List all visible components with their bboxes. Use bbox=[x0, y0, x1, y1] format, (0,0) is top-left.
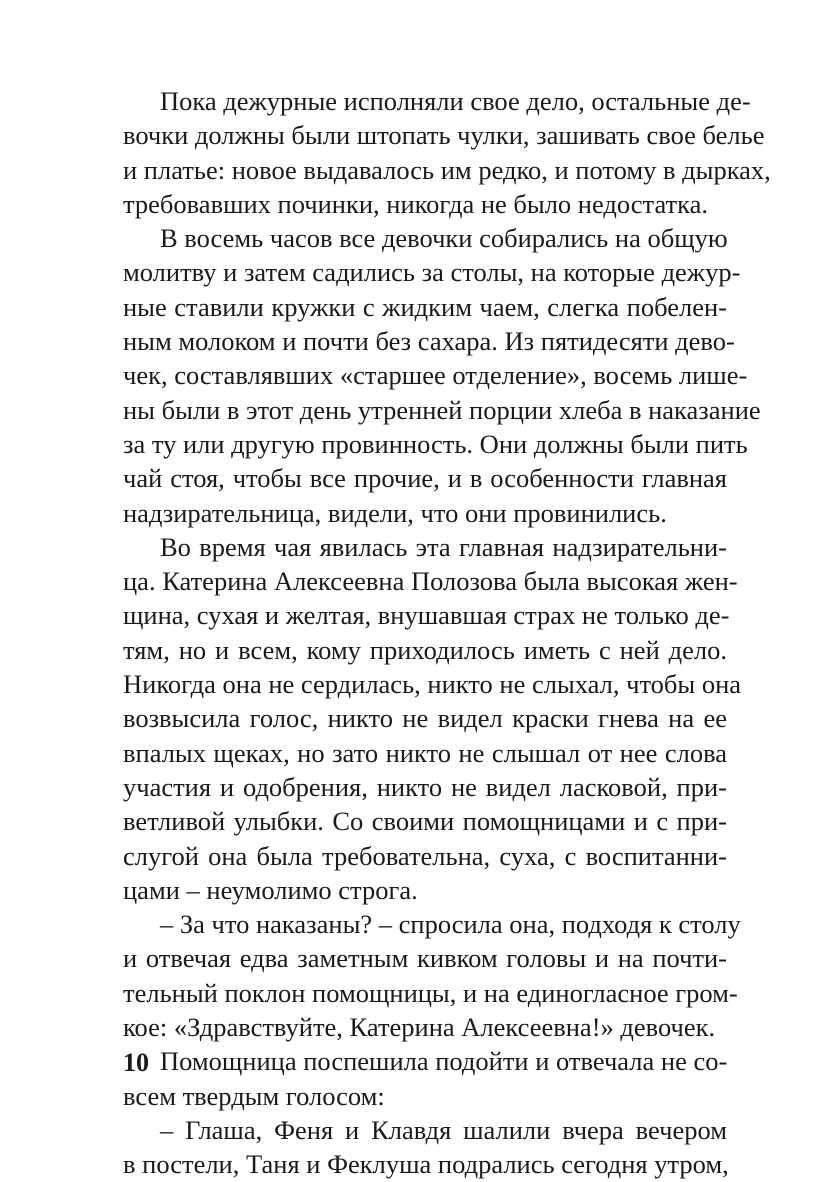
text-line: надзирательница, видели, что они провинились. bbox=[123, 497, 667, 528]
text-line: вочки должны были штопать чулки, зашивать свое белье bbox=[123, 120, 765, 151]
text-line: щина, сухая и желтая, внушавшая страх не только де- bbox=[123, 600, 730, 631]
text-line: требовавших починки, никогда не было недостатка. bbox=[123, 188, 708, 219]
text-line: тельный поклон помощницы, и на единогласное гром- bbox=[123, 977, 738, 1008]
text-line: впалых щеках, но зато никто не слышал от нее слова bbox=[123, 737, 727, 768]
paragraph bbox=[123, 1044, 727, 1113]
text-line: цами – неумолимо строга. bbox=[123, 874, 418, 905]
text-line: ца. Катерина Алексеевна Полозова была высокая жен- bbox=[123, 566, 738, 597]
text-line: – За что наказаны? – спросила она, подходя к столу bbox=[160, 909, 741, 940]
text-line: ные ставили кружки с жидким чаем, слегка побелен- bbox=[123, 291, 727, 322]
text-line: слугой она была требовательна, суха, с воспитанни- bbox=[123, 840, 727, 871]
text-line: ным молоком и почти без сахара. Из пятидесяти дево- bbox=[123, 326, 735, 357]
body-text bbox=[123, 84, 771, 1182]
text-line: участия и одобрения, никто не видел ласковой, при- bbox=[123, 771, 727, 802]
text-line: ны были в этот день утренней порции хлеба в наказание bbox=[123, 394, 761, 425]
text-line: ветливой улыбки. Со своими помощницами и с при- bbox=[123, 806, 727, 837]
text-line: чек, составлявших «старшее отделение», восемь лише- bbox=[123, 360, 748, 391]
text-line: Пока дежурные исполняли свое дело, остальные де- bbox=[160, 86, 751, 116]
paragraph bbox=[123, 530, 742, 907]
text-line: и отвечая едва заметным кивком головы и на почти- bbox=[123, 943, 727, 974]
text-line: В восемь часов все девочки собирались на общую bbox=[160, 223, 728, 254]
text-line: кое: «Здравствуйте, Катерина Алексеевна!» девочек. bbox=[123, 1012, 716, 1043]
text-line: в постели, Таня и Феклуша подрались сегодня утром, bbox=[123, 1149, 729, 1180]
text-line: Никогда она не сердилась, никто не слыхал, чтобы она bbox=[123, 669, 742, 700]
paragraph bbox=[123, 907, 741, 1044]
text-line: – Глаша, Феня и Клавдя шалили вчера вечером bbox=[160, 1114, 727, 1145]
text-line: Помощница поспешила подойти и отвечала не со- bbox=[160, 1046, 728, 1077]
text-line: всем твердым голосом: bbox=[123, 1080, 385, 1111]
page-number: 10 bbox=[123, 1048, 149, 1077]
paragraph bbox=[123, 221, 761, 530]
paragraph bbox=[123, 84, 771, 221]
text-line: Во время чая явилась эта главная надзирательни- bbox=[160, 531, 727, 562]
text-line: возвысила голос, никто не видел краски гнева на ее bbox=[123, 703, 727, 734]
paragraph bbox=[123, 1113, 727, 1182]
text-line: чай стоя, чтобы все прочие, и в особенности главная bbox=[123, 463, 727, 494]
text-line: и платье: новое выдавалось им редко, и потому в дырках, bbox=[123, 154, 771, 185]
text-line: тям, но и всем, кому приходилось иметь с ней дело. bbox=[123, 634, 727, 665]
text-line: за ту или другую провинность. Они должны были пить bbox=[123, 428, 748, 459]
text-line: молитву и затем садились за столы, на которые дежур- bbox=[123, 257, 741, 288]
